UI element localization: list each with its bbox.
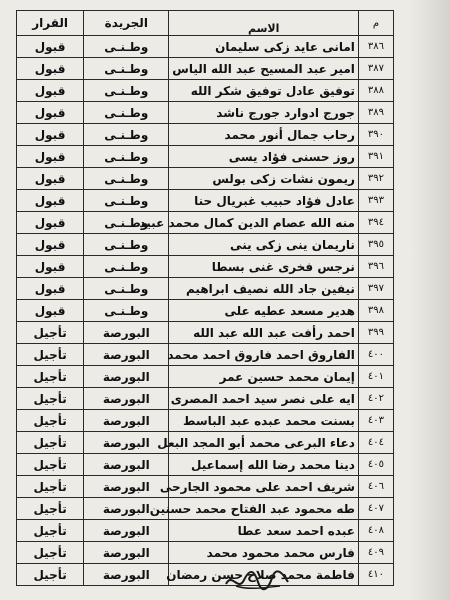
row-number: ٣٩٩ xyxy=(358,322,393,344)
row-name: امير عبد المسيح عبد الله الياس xyxy=(169,58,359,80)
row-decision: تأجيل xyxy=(17,564,84,586)
row-decision: تأجيل xyxy=(17,366,84,388)
row-newspaper: البورصة xyxy=(84,344,169,366)
row-name: دعاء البرعى محمد أبو المجد البعل xyxy=(169,432,359,454)
row-number: ٤٠٤ xyxy=(358,432,393,454)
table-header-row xyxy=(17,11,394,36)
row-decision: تأجيل xyxy=(17,432,84,454)
row-name: دينا محمد رضا الله إسماعيل xyxy=(169,454,359,476)
row-newspaper: وطـنـى xyxy=(84,124,169,146)
row-number: ٣٩٣ xyxy=(358,190,393,212)
row-name: هدير مسعد عطيه على xyxy=(169,300,359,322)
table-row xyxy=(17,36,394,58)
row-newspaper: وطـنـى xyxy=(84,190,169,212)
row-name: نيفين جاد الله نصيف ابراهيم xyxy=(169,278,359,300)
row-newspaper: البورصة xyxy=(84,564,169,586)
row-name: روز حسنى فؤاد يسى xyxy=(169,146,359,168)
row-decision: تأجيل xyxy=(17,454,84,476)
row-decision: قبول xyxy=(17,124,84,146)
row-newspaper: وطـنـى xyxy=(84,168,169,190)
row-number: ٤٠٨ xyxy=(358,520,393,542)
row-decision: تأجيل xyxy=(17,520,84,542)
row-decision: قبول xyxy=(17,234,84,256)
table-body xyxy=(17,36,394,586)
table-row xyxy=(17,344,394,366)
row-newspaper: وطـنـى xyxy=(84,234,169,256)
table-row xyxy=(17,124,394,146)
row-newspaper: وطـنـى xyxy=(84,36,169,58)
row-number: ٤٠٦ xyxy=(358,476,393,498)
table-row xyxy=(17,454,394,476)
table-row xyxy=(17,278,394,300)
row-number: ٤٠١ xyxy=(358,366,393,388)
table-row xyxy=(17,80,394,102)
row-decision: قبول xyxy=(17,36,84,58)
row-newspaper: وطـنـى xyxy=(84,58,169,80)
row-number: ٣٨٩ xyxy=(358,102,393,124)
row-name: رحاب جمال أنور محمد xyxy=(169,124,359,146)
table-row xyxy=(17,102,394,124)
row-decision: قبول xyxy=(17,278,84,300)
row-name: ريمون نشات زكى بولس xyxy=(169,168,359,190)
row-newspaper: البورصة xyxy=(84,432,169,454)
table-row xyxy=(17,322,394,344)
row-name: إيمان محمد حسين عمر xyxy=(169,366,359,388)
table-row xyxy=(17,256,394,278)
row-name: احمد رأفت عبد الله عبد الله xyxy=(169,322,359,344)
row-number: ٣٩٢ xyxy=(358,168,393,190)
row-name: عادل فؤاد حبيب غبريال حنا xyxy=(169,190,359,212)
names-table xyxy=(16,10,394,586)
row-number: ٣٩٠ xyxy=(358,124,393,146)
row-name: منه الله عصام الدين كمال محمد عبيد xyxy=(169,212,359,234)
row-newspaper: وطـنـى xyxy=(84,146,169,168)
row-newspaper: وطـنـى xyxy=(84,102,169,124)
row-name: نرجس فخرى غنى بسطا xyxy=(169,256,359,278)
table-row xyxy=(17,168,394,190)
row-number: ٤٠٥ xyxy=(358,454,393,476)
table-row xyxy=(17,564,394,586)
row-decision: قبول xyxy=(17,256,84,278)
header-name: الاسم xyxy=(169,11,359,36)
row-number: ٤٠٢ xyxy=(358,388,393,410)
row-newspaper: وطـنـى xyxy=(84,256,169,278)
names-table-wrapper xyxy=(16,10,394,586)
row-newspaper: البورصة xyxy=(84,322,169,344)
table-row xyxy=(17,300,394,322)
table-row xyxy=(17,190,394,212)
row-number: ٣٨٨ xyxy=(358,80,393,102)
table-row xyxy=(17,542,394,564)
row-newspaper: وطـنـى xyxy=(84,80,169,102)
row-newspaper: البورصة xyxy=(84,476,169,498)
row-decision: تأجيل xyxy=(17,476,84,498)
row-name: فارس محمد محمود محمد xyxy=(169,542,359,564)
row-newspaper: البورصة xyxy=(84,542,169,564)
row-newspaper: البورصة xyxy=(84,388,169,410)
row-decision: قبول xyxy=(17,58,84,80)
row-number: ٣٩١ xyxy=(358,146,393,168)
table-row xyxy=(17,234,394,256)
row-number: ٤٠٧ xyxy=(358,498,393,520)
row-name: فاطمة محمد صلاح حسن رمضان xyxy=(169,564,359,586)
row-number: ٤٠٠ xyxy=(358,344,393,366)
row-decision: قبول xyxy=(17,212,84,234)
row-number: ٣٩٥ xyxy=(358,234,393,256)
row-number: ٤٠٩ xyxy=(358,542,393,564)
row-name: طه محمود عبد الفتاح محمد حسنين xyxy=(169,498,359,520)
row-name: ناريمان ينى زكى ينى xyxy=(169,234,359,256)
table-row xyxy=(17,432,394,454)
row-decision: تأجيل xyxy=(17,344,84,366)
row-name: الفاروق احمد فاروق احمد محمد xyxy=(169,344,359,366)
row-name: بسنت محمد عبده عبد الباسط xyxy=(169,410,359,432)
row-decision: قبول xyxy=(17,300,84,322)
header-newspaper: الجريدة xyxy=(84,11,169,36)
row-decision: قبول xyxy=(17,190,84,212)
row-newspaper: البورصة xyxy=(84,454,169,476)
row-number: ٣٩٦ xyxy=(358,256,393,278)
page-edge-shadow xyxy=(410,0,450,600)
table-row xyxy=(17,410,394,432)
row-decision: قبول xyxy=(17,80,84,102)
table-row xyxy=(17,476,394,498)
row-newspaper: وطـنـى xyxy=(84,278,169,300)
header-number: م xyxy=(358,11,393,36)
row-name: توفيق عادل توفيق شكر الله xyxy=(169,80,359,102)
row-name: شريف احمد على محمود الجارحى xyxy=(169,476,359,498)
table-row xyxy=(17,212,394,234)
row-decision: تأجيل xyxy=(17,542,84,564)
row-newspaper: البورصة xyxy=(84,366,169,388)
row-decision: تأجيل xyxy=(17,388,84,410)
row-name: امانى عايد زكى سليمان xyxy=(169,36,359,58)
row-newspaper: البورصة xyxy=(84,410,169,432)
row-name: جورج ادوارد جورج ناشد xyxy=(169,102,359,124)
signature-mark xyxy=(222,566,292,594)
row-number: ٣٨٦ xyxy=(358,36,393,58)
row-number: ٤٠٣ xyxy=(358,410,393,432)
row-number: ٣٩٤ xyxy=(358,212,393,234)
table-row xyxy=(17,498,394,520)
row-number: ٤١٠ xyxy=(358,564,393,586)
row-decision: تأجيل xyxy=(17,322,84,344)
table-row xyxy=(17,146,394,168)
header-decision: القرار xyxy=(17,11,84,36)
row-newspaper: وطـنـى xyxy=(84,212,169,234)
row-newspaper: البورصة xyxy=(84,520,169,542)
row-newspaper: وطـنـى xyxy=(84,300,169,322)
row-decision: قبول xyxy=(17,102,84,124)
row-number: ٣٩٧ xyxy=(358,278,393,300)
table-row xyxy=(17,58,394,80)
row-newspaper: البورصة xyxy=(84,498,169,520)
row-decision: قبول xyxy=(17,168,84,190)
table-row xyxy=(17,366,394,388)
row-number: ٣٩٨ xyxy=(358,300,393,322)
row-decision: قبول xyxy=(17,146,84,168)
row-name: ايه على نصر سيد احمد المصرى xyxy=(169,388,359,410)
row-number: ٣٨٧ xyxy=(358,58,393,80)
row-decision: تأجيل xyxy=(17,498,84,520)
row-name: عبده احمد سعد عطا xyxy=(169,520,359,542)
table-row xyxy=(17,520,394,542)
table-row xyxy=(17,388,394,410)
row-decision: تأجيل xyxy=(17,410,84,432)
